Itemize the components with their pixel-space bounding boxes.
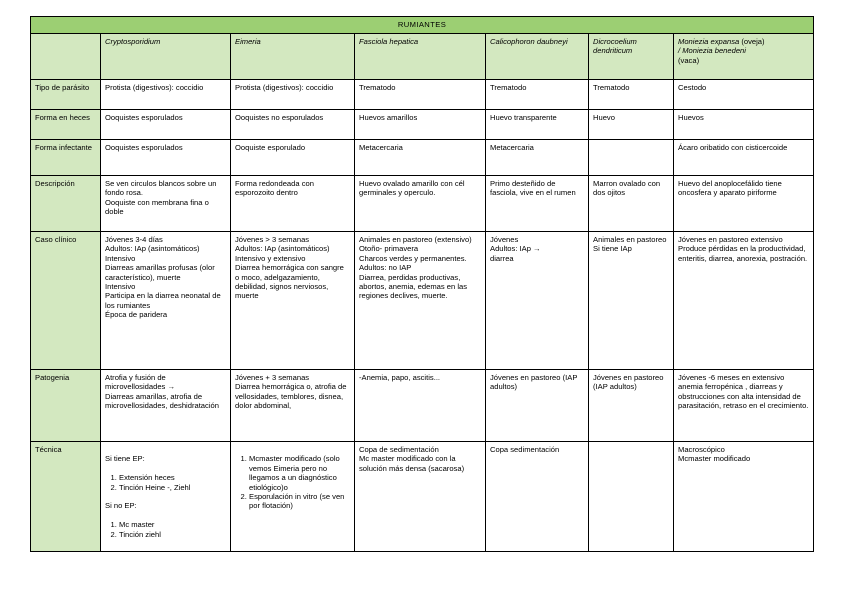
row-tecnica: [31, 442, 814, 552]
table-cell: Ooquistes esporulados: [101, 140, 231, 176]
list-item: 2. Esporulación in vitro (se ven por flotación): [249, 492, 350, 511]
table-cell: Jóvenes en pastoreo (IAP adultos): [589, 370, 674, 442]
rumiantes-table: [30, 16, 814, 552]
list-item: 1. Mcmaster modificado (solo vemos Eimeria pero no llegamos a un diagnóstico etiológico)o: [249, 454, 350, 492]
table-cell: Jóvenes en pastoreo extensivo Produce pérdidas en la productividad, enteritis, diarrea, anorexia, postración.: [674, 232, 814, 370]
row-infectante: [31, 140, 814, 176]
table-cell: Huevo ovalado amarillo con cél germinales y operculo.: [355, 176, 486, 232]
table-cell: Jóvenes + 3 semanas Diarrea hemorrágica o, atrofia de vellosidades, temblores, disnea, dolor abdominal,: [231, 370, 355, 442]
row-label-heces: Forma en heces: [31, 110, 101, 140]
row-tipo: [31, 80, 814, 110]
col-eimeria: Eimeria: [231, 34, 355, 80]
row-label-tecnica: Técnica: [31, 442, 101, 552]
table-cell: Huevo: [589, 110, 674, 140]
moniezia-benedeni: / Moniezia benedeni: [678, 46, 746, 56]
row-heces: [31, 110, 814, 140]
row-label-infectante: Forma infectante: [31, 140, 101, 176]
table-cell: Jóvenes -6 meses en extensivo anemia ferropénica , diarreas y obstrucciones con alta intensidad de parasitación, retraso en el crecimiento.: [674, 370, 814, 442]
row-label-caso: Caso clínico: [31, 232, 101, 370]
table-cell: Ooquistes esporulados: [101, 110, 231, 140]
table-cell: Huevo del anoplocefálido tiene oncosfera y aparato piriforme: [674, 176, 814, 232]
table-cell: Trematodo: [486, 80, 589, 110]
tecnica-line: Si tiene EP:: [105, 454, 145, 464]
table-cell: Trematodo: [355, 80, 486, 110]
table-cell: Jóvenes Adultos: IAp → diarrea: [486, 232, 589, 370]
table-cell: [589, 442, 674, 552]
table-cell: Metacercaria: [355, 140, 486, 176]
row-patogenia: [31, 370, 814, 442]
col-cryptosporidium: Cryptosporidium: [101, 34, 231, 80]
list-item: 2. Tinción ziehl: [119, 530, 226, 539]
table-cell: Protista (digestivos): coccidio: [101, 80, 231, 110]
row-caso-clinico: [31, 232, 814, 370]
table-cell: Huevos: [674, 110, 814, 140]
table-cell: Protista (digestivos): coccidio: [231, 80, 355, 110]
corner-cell: [31, 34, 101, 80]
table-cell: [589, 140, 674, 176]
table-cell: Metacercaria: [486, 140, 589, 176]
table-cell: Copa de sedimentación Mc master modificado con la solución más densa (sacarosa): [355, 442, 486, 552]
col-moniezia: [674, 34, 814, 80]
host-oveja: (oveja): [739, 37, 765, 46]
col-fasciola: Fasciola hepatica: [355, 34, 486, 80]
table-cell: Macroscópico Mcmaster modificado: [674, 442, 814, 552]
col-dicrocoelium: Dicrocoelium dendriticum: [589, 34, 674, 80]
table-cell: Huevo transparente: [486, 110, 589, 140]
table-cell: Jóvenes > 3 semanas Adultos: IAp (asintomáticos) Intensivo y extensivo Diarrea hemorrágica con sangre o moco, adelgazamiento, debilidad, signos nerviosos, muerte: [231, 232, 355, 370]
table-cell: Ooquistes no esporulados: [231, 110, 355, 140]
header-row: [31, 34, 814, 80]
table-cell-tecnica-eimeria: [231, 442, 355, 552]
table-cell: Copa sedimentación: [486, 442, 589, 552]
row-label-descripcion: Descripción: [31, 176, 101, 232]
moniezia-expansa: Moniezia expansa: [678, 37, 740, 46]
row-label-tipo: Tipo de parásito: [31, 80, 101, 110]
table-cell: Jóvenes 3-4 días Adultos: IAp (asintomáticos) Intensivo Diarreas amarillas profusas (olor característico), muerte Intensivo Participa en la diarrea neonatal de los rumiantes Época de paridera: [101, 232, 231, 370]
table-cell: Marron ovalado con dos ojitos: [589, 176, 674, 232]
table-cell: Primo desteñido de fasciola, vive en el rumen: [486, 176, 589, 232]
table-cell: Trematodo: [589, 80, 674, 110]
table-cell: Animales en pastoreo (extensivo) Otoño- primavera Charcos verdes y permanentes. Adultos: no IAP Diarrea, perdidas productivas, abortos, anemia, edemas en las regiones declives, muerte.: [355, 232, 486, 370]
table-cell: Jóvenes en pastoreo (IAP adultos): [486, 370, 589, 442]
list-item: 1. Extensión heces: [119, 473, 226, 482]
row-label-patogenia: Patogenia: [31, 370, 101, 442]
table-cell: Cestodo: [674, 80, 814, 110]
table-cell: Animales en pastoreo Si tiene IAp: [589, 232, 674, 370]
table-cell: Atrofia y fusión de microvellosidades → Diarreas amarillas, atrofia de microvellosidades, deshidratación: [101, 370, 231, 442]
row-descripcion: [31, 176, 814, 232]
table-title: RUMIANTES: [31, 17, 814, 34]
tecnica-line: Si no EP:: [105, 501, 137, 511]
list-item: 1. Mc master: [119, 520, 226, 529]
table-cell: Ácaro oribatido con cisticercoide: [674, 140, 814, 176]
list-item: 2. Tinción Heine -, Ziehl: [119, 483, 226, 492]
table-cell: Forma redondeada con esporozoito dentro: [231, 176, 355, 232]
table-cell: -Anemia, papo, ascitis...: [355, 370, 486, 442]
title-row: [31, 17, 814, 34]
table-cell: Ooquiste esporulado: [231, 140, 355, 176]
col-calicophoron: Calicophoron daubneyi: [486, 34, 589, 80]
table-cell-tecnica-crypto: [101, 442, 231, 552]
table-cell: Huevos amarillos: [355, 110, 486, 140]
table-cell: Se ven circulos blancos sobre un fondo rosa. Ooquiste con membrana fina o doble: [101, 176, 231, 232]
host-vaca: (vaca): [678, 55, 700, 65]
